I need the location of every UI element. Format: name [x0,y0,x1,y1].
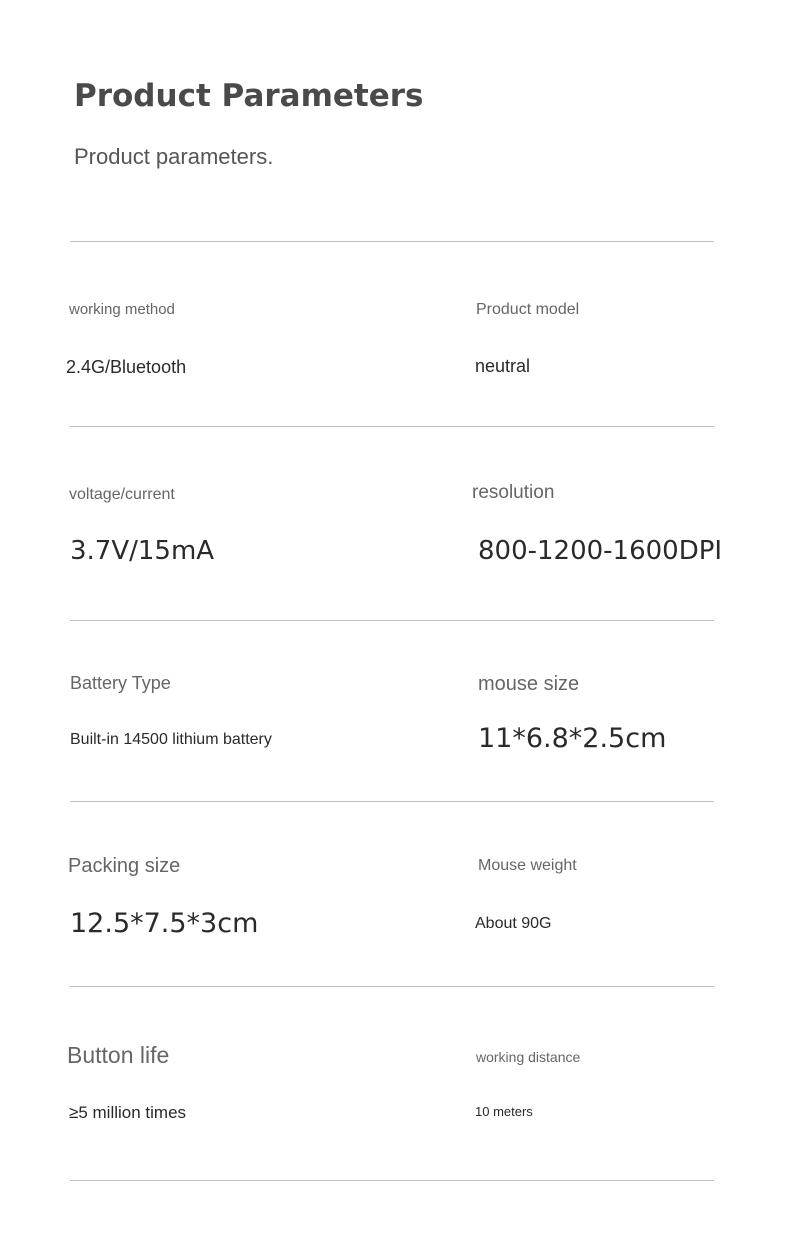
param-label-mouse-weight: Mouse weight [478,857,577,874]
param-value-working-distance: 10 meters [475,1104,533,1119]
param-value-working-method: 2.4G/Bluetooth [66,357,187,377]
param-value-resolution: 800-1200-1600DPI [478,536,723,566]
param-label-product-model: Product model [476,301,580,318]
divider [70,801,714,802]
param-value-product-model: neutral [475,356,531,376]
param-label-mouse-size: mouse size [478,673,580,695]
param-label-packing-size: Packing size [68,855,181,877]
page-subtitle: Product parameters. [74,144,274,169]
param-label-resolution: resolution [472,482,555,503]
divider [70,241,714,242]
divider [70,620,714,621]
param-label-button-life: Button life [67,1042,170,1068]
param-value-mouse-weight: About 90G [475,915,552,932]
param-label-working-method: working method [69,301,175,318]
divider [70,1180,714,1181]
divider [70,426,714,427]
param-value-button-life: ≥5 million times [69,1103,187,1122]
param-value-packing-size: 12.5*7.5*3cm [70,908,259,939]
param-label-battery-type: Battery Type [70,673,171,693]
param-value-battery-type: Built-in 14500 lithium battery [70,731,272,748]
page-title: Product Parameters [74,78,424,114]
param-value-mouse-size: 11*6.8*2.5cm [478,723,667,754]
param-label-voltage-current: voltage/current [69,486,175,503]
param-label-working-distance: working distance [476,1049,581,1065]
divider [70,986,714,987]
param-value-voltage-current: 3.7V/15mA [70,536,215,566]
